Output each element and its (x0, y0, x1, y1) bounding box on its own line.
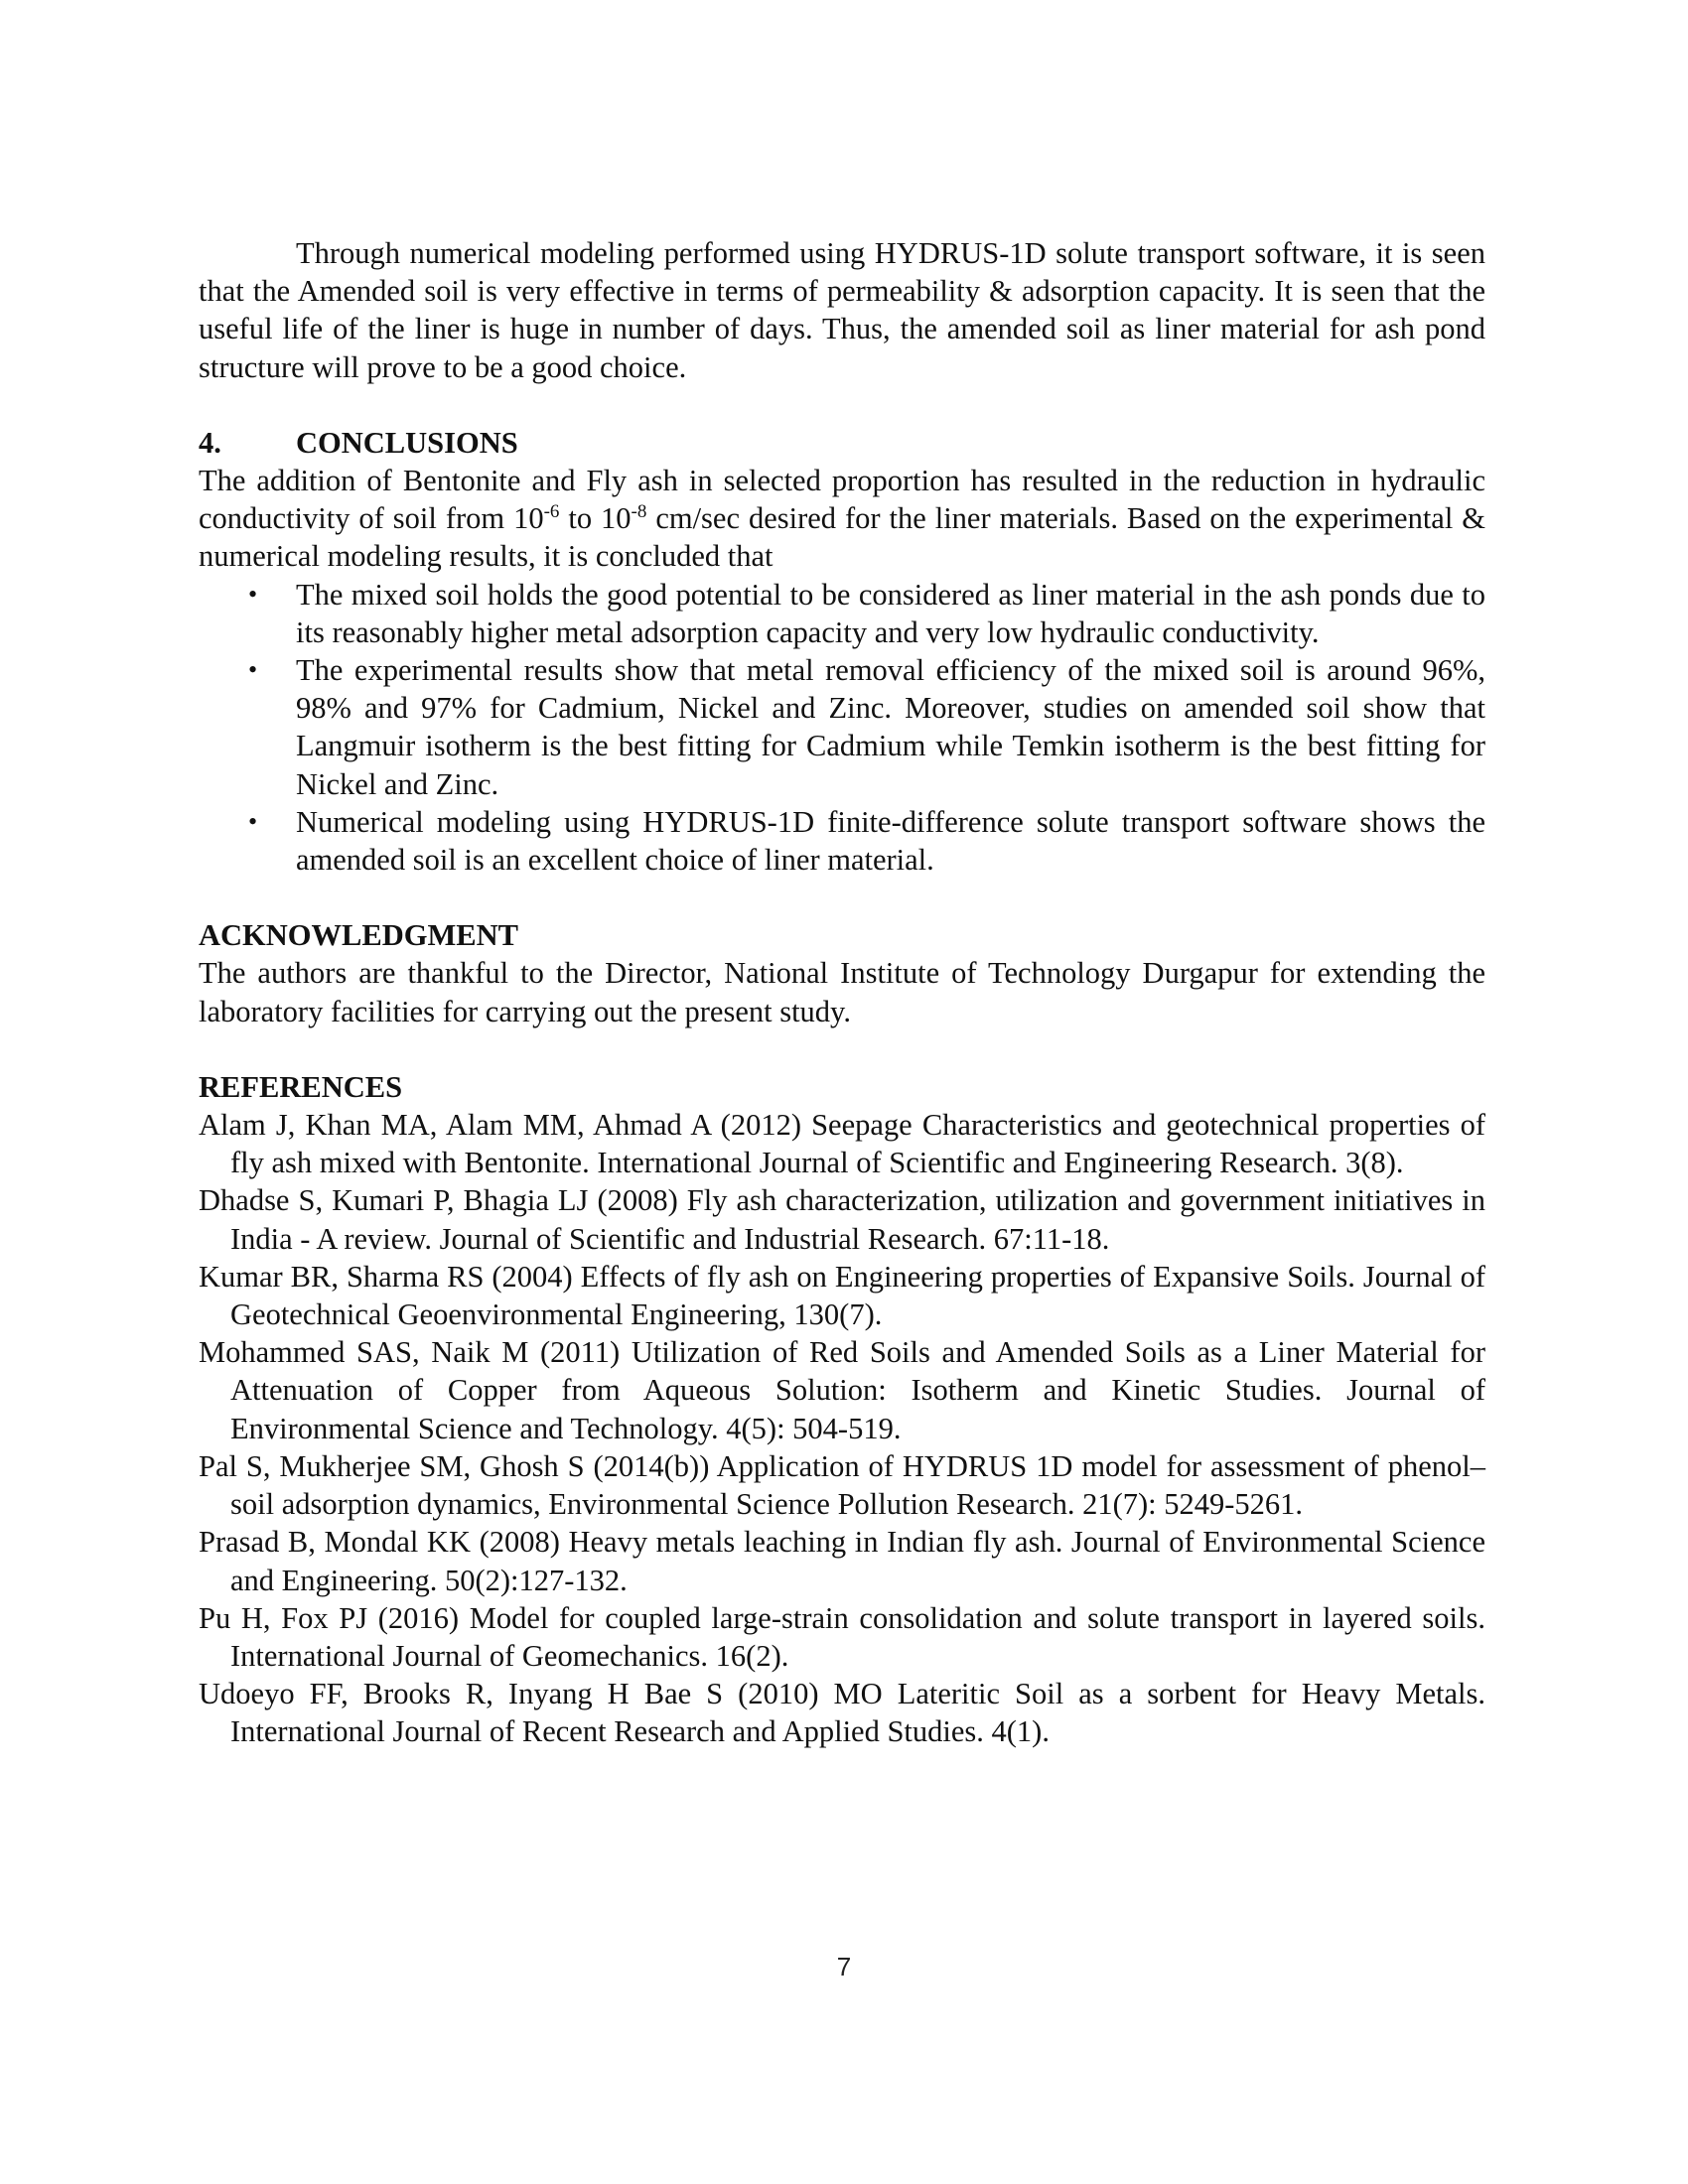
reference-item: Prasad B, Mondal KK (2008) Heavy metals leaching in Indian fly ash. Journal of Environmental Science and Engineering. 50(2):127-132. (199, 1525, 1485, 1597)
conclusions-text-part1: The addition of Bentonite and Fly ash in selected proportion has resulted in the reduction in hydraulic conductivity of soil from (199, 464, 1485, 536)
bullet-text: The experimental results show that metal removal efficiency of the mixed soil is around 96%, 98% and 97% for Cadmium, Nickel and Zinc. Moreover, studies on amended soil show that Langmuir isotherm is the best fitting for Cadmium while Temkin isotherm is the best fitting for Nickel and Zinc. (296, 653, 1485, 801)
references-heading: REFERENCES (199, 1069, 403, 1104)
bullet-item (248, 651, 1485, 803)
bullet-text: Numerical modeling using HYDRUS-1D finite-difference solute transport software shows the amended soil is an excellent choice of liner material. (296, 804, 1485, 878)
bullet-icon: • (248, 579, 258, 609)
reference-item: Pu H, Fox PJ (2016) Model for coupled large-strain consolidation and solute transport in layered soils. International Journal of Geomechanics. 16(2). (199, 1600, 1485, 1673)
references-list (199, 1106, 1485, 1750)
page-number: 7 (836, 1952, 852, 1981)
page-body (199, 234, 1485, 1751)
bullet-icon: • (248, 806, 258, 836)
reference-item: Alam J, Khan MA, Alam MM, Ahmad A (2012) Seepage Characteristics and geotechnical properties of fly ash mixed with Bentonite. International Journal of Scientific and Engineering Research. 3(8). (199, 1108, 1485, 1180)
conclusions-text-part3: cm/sec desired for the liner materials. Based on the experimental & numerical modeling results, it is concluded that (199, 501, 1485, 574)
reference-item: Udoeyo FF, Brooks R, Inyang H Bae S (2010) MO Lateritic Soil as a sorbent for Heavy Metals. International Journal of Recent Research and Applied Studies. 4(1). (199, 1677, 1485, 1749)
power-exponent: -8 (631, 501, 647, 523)
spacer (199, 1030, 1485, 1068)
conclusions-bullet-list (199, 576, 1485, 880)
power-exponent: -6 (543, 501, 560, 523)
spacer (199, 879, 1485, 916)
spacer (199, 386, 1485, 424)
reference-item: Dhadse S, Kumari P, Bhagia LJ (2008) Fly ash characterization, utilization and government initiatives in India - A review. Journal of Scientific and Industrial Research. 67:11-18. (199, 1183, 1485, 1256)
reference-item: Mohammed SAS, Naik M (2011) Utilization of Red Soils and Amended Soils as a Liner Material for Attenuation of Copper from Aqueous Solution: Isotherm and Kinetic Studies. Journal of Environmental Science and Technology. 4(5): 504-519. (199, 1335, 1485, 1445)
reference-item: Pal S, Mukherjee SM, Ghosh S (2014(b)) Application of HYDRUS 1D model for assessment of phenol–soil adsorption dynamics, Environmental Science Pollution Research. 21(7): 5249-5261. (199, 1448, 1485, 1522)
power-base: 10 (601, 501, 632, 536)
conclusions-text-part2: to (559, 501, 602, 536)
section-number: 4. (199, 425, 221, 460)
conclusions-paragraph (199, 462, 1485, 576)
bullet-item (248, 576, 1485, 651)
intro-paragraph: Through numerical modeling performed using HYDRUS-1D solute transport software, it is seen that the Amended soil is very effective in terms of permeability & adsorption capacity. It is seen that the useful life of the liner is huge in number of days. Thus, the amended soil as liner material for ash pond structure will prove to be a good choice. (199, 236, 1485, 384)
power-base: 10 (513, 501, 544, 536)
reference-item: Kumar BR, Sharma RS (2004) Effects of fly ash on Engineering properties of Expansive Soils. Journal of Geotechnical Geoenvironmental Engineering, 130(7). (199, 1259, 1485, 1332)
conclusions-heading (199, 424, 1485, 462)
acknowledgment-heading: ACKNOWLEDGMENT (199, 918, 518, 953)
acknowledgment-paragraph: The authors are thankful to the Director, National Institute of Technology Durgapur for extending the laboratory facilities for carrying out the present study. (199, 956, 1485, 1028)
bullet-icon: • (248, 655, 258, 685)
section-title: CONCLUSIONS (296, 425, 518, 460)
bullet-item (248, 803, 1485, 879)
bullet-text: The mixed soil holds the good potential to be considered as liner material in the ash ponds due to its reasonably higher metal adsorption capacity and very low hydraulic conductivity. (296, 577, 1485, 649)
